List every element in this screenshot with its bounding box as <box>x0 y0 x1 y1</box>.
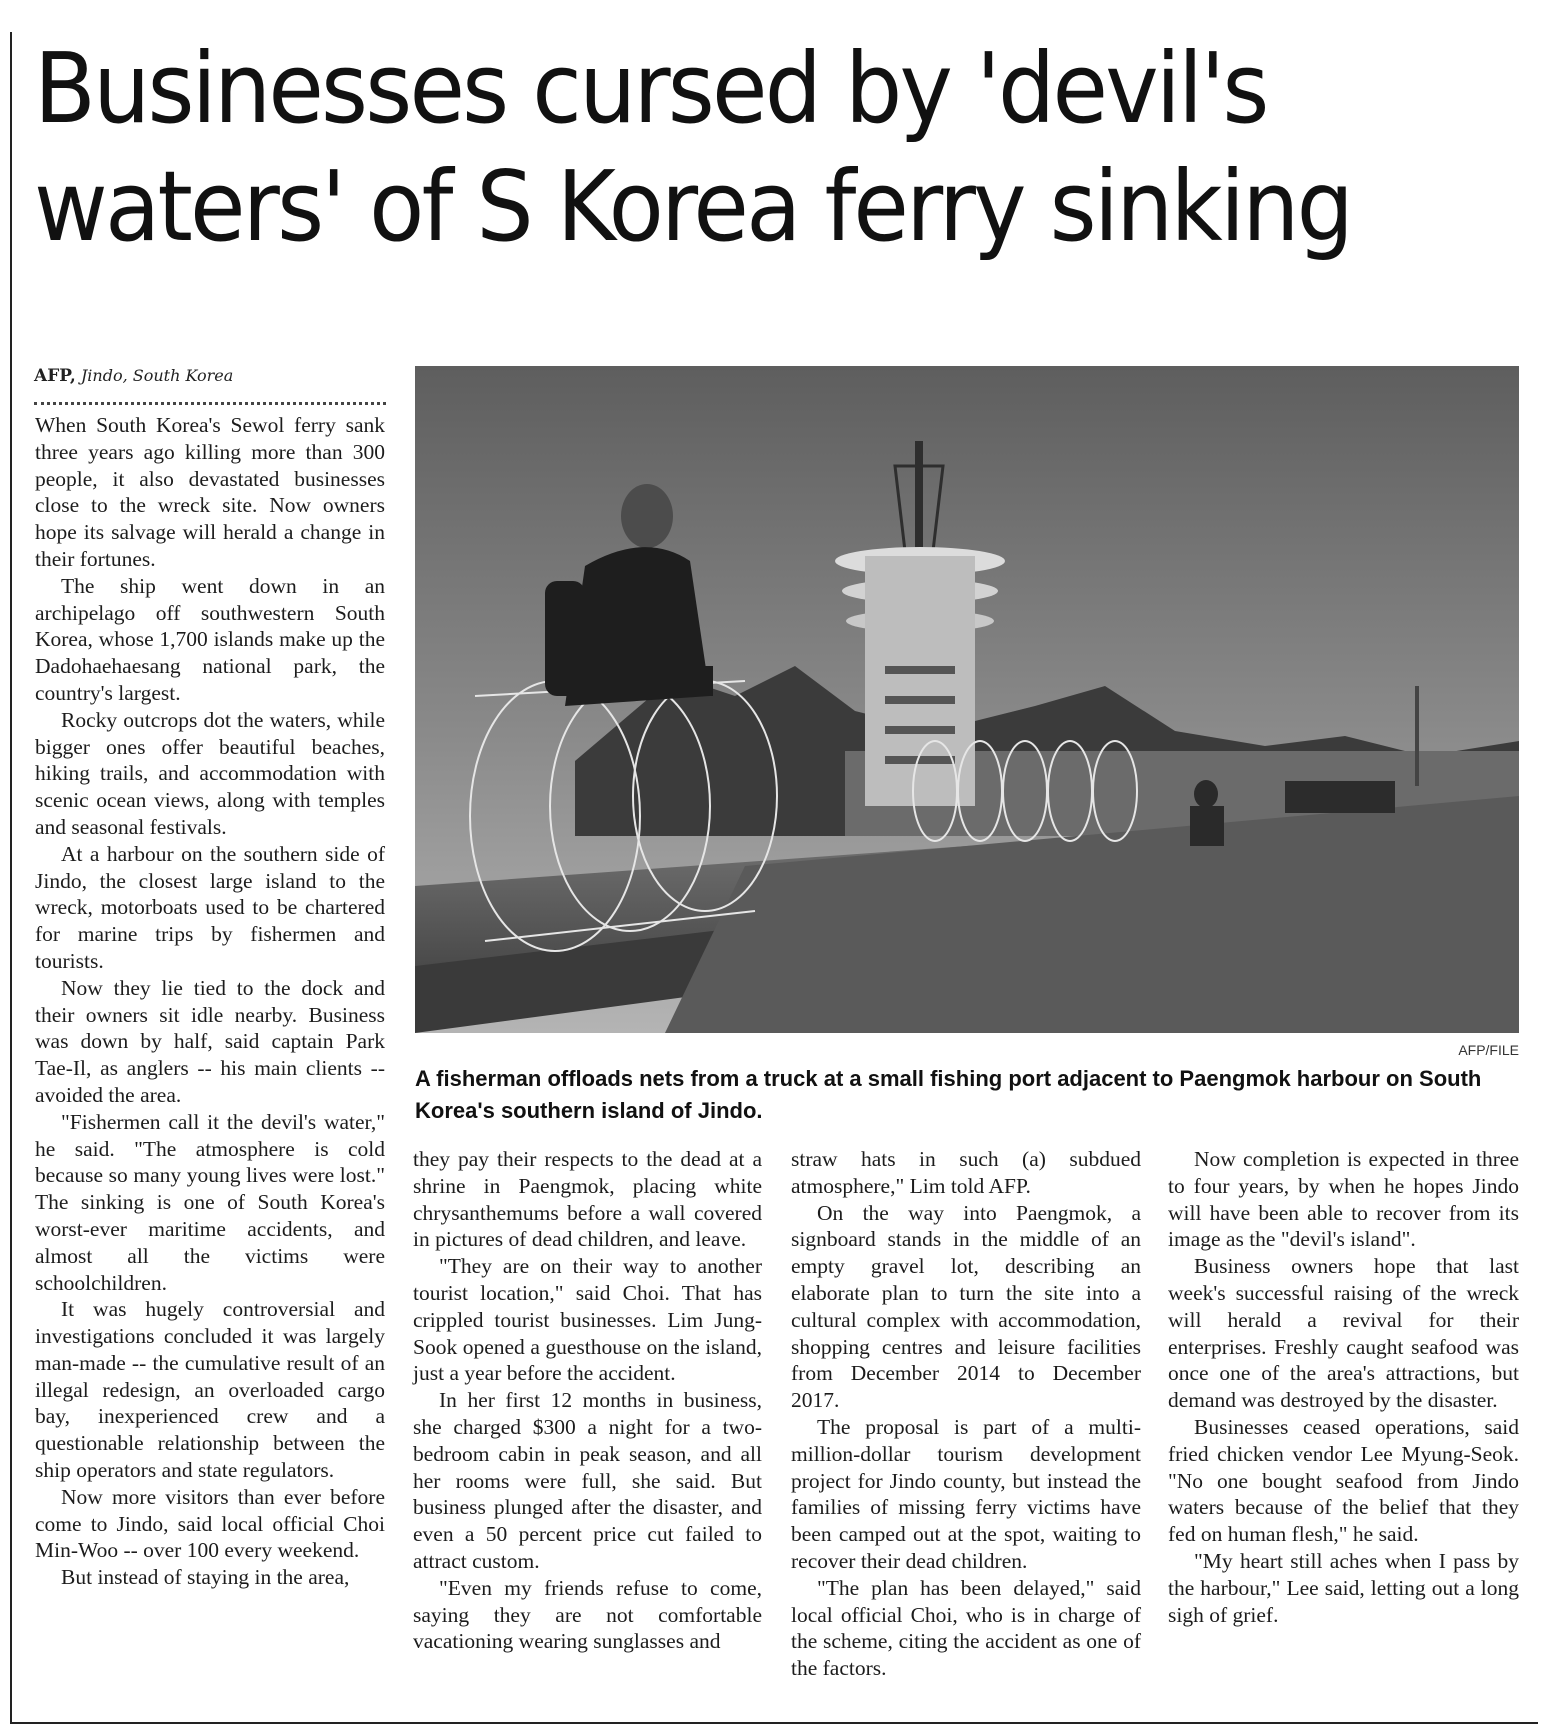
paragraph: straw hats in such (a) subdued atmosphere," Lim told AFP. <box>791 1147 1141 1198</box>
byline-divider <box>34 402 386 405</box>
paragraph: they pay their respects to the dead at a shrine in Paengmok, placing white chrysanthemums before a wall covered in pictures of dead children, and leave. <box>413 1147 762 1252</box>
paragraph: Rocky outcrops dot the waters, while bigger ones offer beautiful beaches, hiking trails, and accommodation with scenic ocean views, along with temples and seasonal festivals. <box>35 707 385 839</box>
paragraph: Now completion is expected in three to four years, by when he hopes Jindo will have been able to recover from its image as the "devil's island". <box>1168 1147 1519 1252</box>
paragraph: Businesses ceased operations, said fried chicken vendor Lee Myung-Seok. "No one bought seafood from Jindo waters because of the belief that they fed on human flesh," he said. <box>1168 1414 1519 1547</box>
paragraph: "They are on their way to another tourist location," said Choi. That has crippled tourist businesses. Lim Jung-Sook opened a guesthouse on the island, just a year before the accident. <box>413 1254 762 1386</box>
paragraph: In her first 12 months in business, she charged $300 a night for a two-bedroom cabin in peak season, and all her rooms were full, she said. But business plunged after the disaster, and even a 50 percent price cut failed to attract custom. <box>413 1388 762 1573</box>
article-column-1 <box>35 412 385 1591</box>
article-column-4 <box>1168 1146 1519 1628</box>
paragraph: The ship went down in an archipelago off southwestern South Korea, whose 1,700 islands make up the Dadohaehaesang national park, the country's largest. <box>35 573 385 705</box>
paragraph: "The plan has been delayed," said local official Choi, who is in charge of the scheme, citing the accident as one of the factors. <box>791 1575 1141 1681</box>
headline: Businesses cursed by 'devil's waters' of S Korea ferry sinking <box>34 32 1352 263</box>
paragraph: "Fishermen call it the devil's water," he said. "The atmosphere is cold because so many young lives were lost." The sinking is one of South Korea's worst-ever maritime accidents, and almost all the victims were schoolchildren. <box>35 1109 385 1295</box>
paragraph: It was hugely controversial and investigations concluded it was largely man-made -- the cumulative result of an illegal redesign, an overloaded cargo bay, inexperienced crew and a questionable relationship between the ship operators and state regulators. <box>35 1297 385 1483</box>
news-photo <box>415 366 1519 1033</box>
paragraph: Business owners hope that last week's successful raising of the wreck will herald a revival for their enterprises. Freshly caught seafood was once one of the area's attractions, but demand was destroyed by the disaster. <box>1168 1254 1519 1413</box>
byline-location: Jindo, South Korea <box>80 366 234 385</box>
article-column-3 <box>791 1146 1141 1682</box>
paragraph: "My heart still aches when I pass by the harbour," Lee said, letting out a long sigh of grief. <box>1168 1548 1519 1627</box>
photo-caption: A fisherman offloads nets from a truck at a small fishing port adjacent to Paengmok harbour on South Korea's southern island of Jindo. <box>415 1066 1482 1123</box>
paragraph: "Even my friends refuse to come, saying they are not comfortable vacationing wearing sunglasses and <box>413 1575 762 1654</box>
photo-credit: AFP/FILE <box>1458 1042 1519 1058</box>
byline-agency: AFP, <box>34 366 76 386</box>
article-column-2 <box>413 1146 762 1655</box>
paragraph: Now more visitors than ever before come to Jindo, said local official Choi Min-Woo -- over 100 every weekend. <box>35 1484 385 1563</box>
paragraph: The proposal is part of a multi-million-dollar tourism development project for Jindo county, but instead the families of missing ferry victims have been camped out at the spot, waiting to recover their dead children. <box>791 1414 1141 1573</box>
paragraph: Now they lie tied to the dock and their owners sit idle nearby. Business was down by half, said captain Park Tae-Il, as anglers -- his main clients -- avoided the area. <box>35 975 385 1107</box>
paragraph: On the way into Paengmok, a signboard stands in the middle of an empty gravel lot, describing an elaborate plan to turn the site into a cultural complex with accommodation, shopping centres and leisure facilities from December 2014 to December 2017. <box>791 1200 1141 1413</box>
paragraph: But instead of staying in the area, <box>61 1565 350 1590</box>
byline <box>34 366 384 386</box>
paragraph: When South Korea's Sewol ferry sank three years ago killing more than 300 people, it also devastated businesses close to the wreck site. Now owners hope its salvage will herald a change in their fortunes. <box>35 413 385 571</box>
paragraph: At a harbour on the southern side of Jindo, the closest large island to the wreck, motorboats used to be chartered for marine trips by fishermen and tourists. <box>35 841 385 973</box>
photo-harbour-fisherman-icon <box>415 366 1519 1033</box>
